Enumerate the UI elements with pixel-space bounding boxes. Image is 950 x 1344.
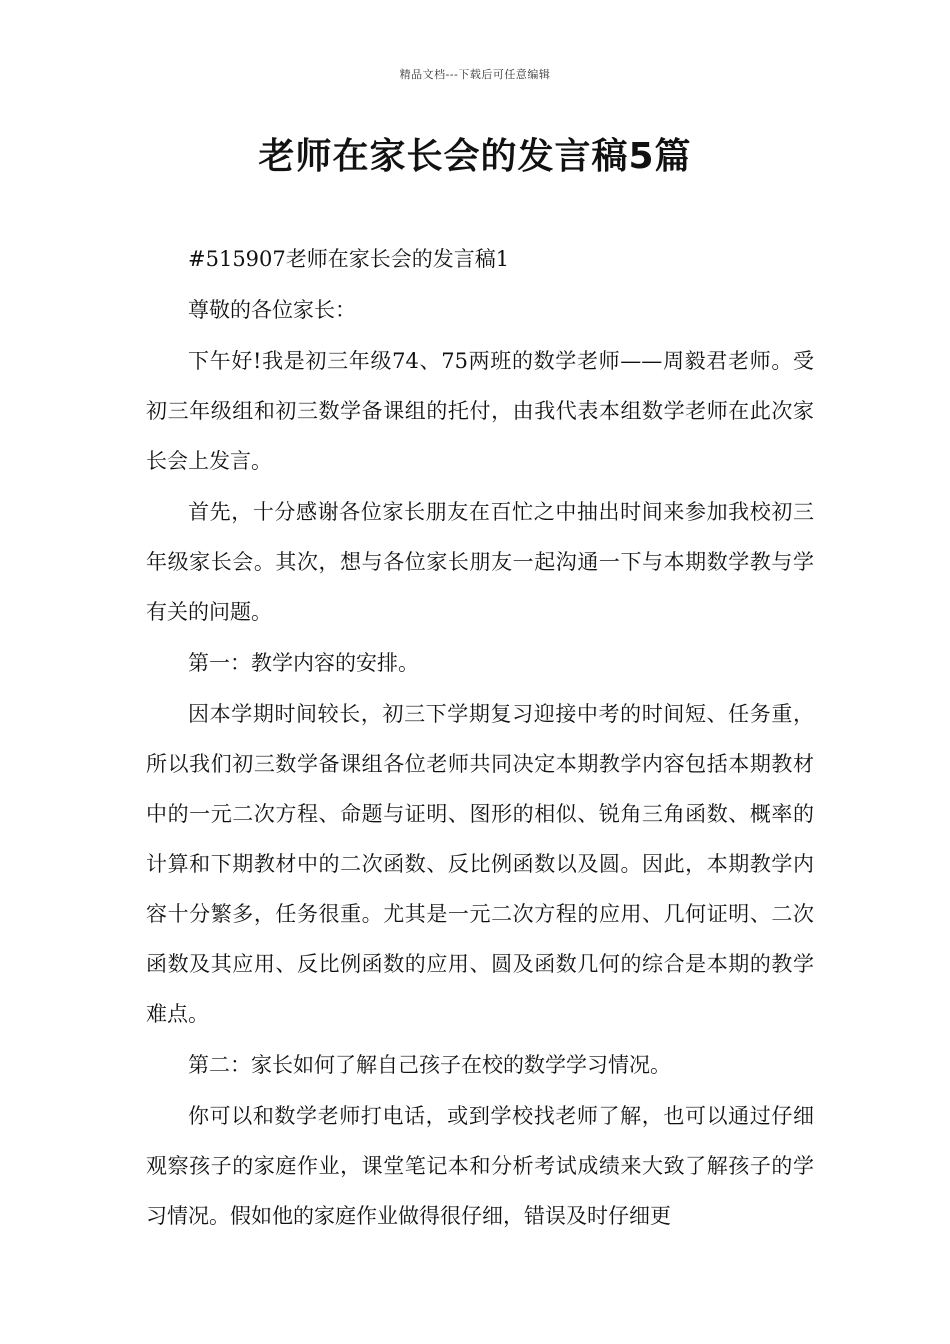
subheading: 第二：家长如何了解自己孩子在校的数学学习情况。 xyxy=(188,1053,671,1077)
paragraph: 首先，十分感谢各位家长朋友在百忙之中抽出时间来参加我校初三年级家长会。其次，想与各位家长朋友一起沟通一下与本期数学教与学有关的问题。 xyxy=(146,500,814,624)
page-title: 老师在家长会的发言稿5篇 xyxy=(258,136,692,177)
document-body xyxy=(146,234,814,1242)
section-heading: #515907老师在家长会的发言稿1 xyxy=(188,247,510,271)
paragraph: 下午好!我是初三年级74、75两班的数学老师——周毅君老师。受初三年级组和初三数学备课组的托付，由我代表本组数学老师在此次家长会上发言。 xyxy=(146,349,814,473)
paragraph: 你可以和数学老师打电话，或到学校找老师了解，也可以通过仔细观察孩子的家庭作业，课堂笔记本和分析考试成绩来大致了解孩子的学习情况。假如他的家庭作业做得很仔细，错误及时仔细更 xyxy=(146,1104,814,1228)
subheading: 第一：教学内容的安排。 xyxy=(188,651,419,675)
paragraph: 因本学期时间较长，初三下学期复习迎接中考的时间短、任务重，所以我们初三数学备课组各位老师共同决定本期教学内容包括本期教材中的一元二次方程、命题与证明、图形的相似、锐角三角函数、概率的计算和下期教材中的二次函数、反比例函数以及圆。因此，本期教学内容十分繁多，任务很重。尤其是一元二次方程的应用、几何证明、二次函数及其应用、反比例函数的应用、圆及函数几何的综合是本期的教学难点。 xyxy=(146,702,814,1026)
salutation: 尊敬的各位家长： xyxy=(188,298,356,322)
header-note: 精品文档---下载后可任意编辑 xyxy=(399,68,551,81)
